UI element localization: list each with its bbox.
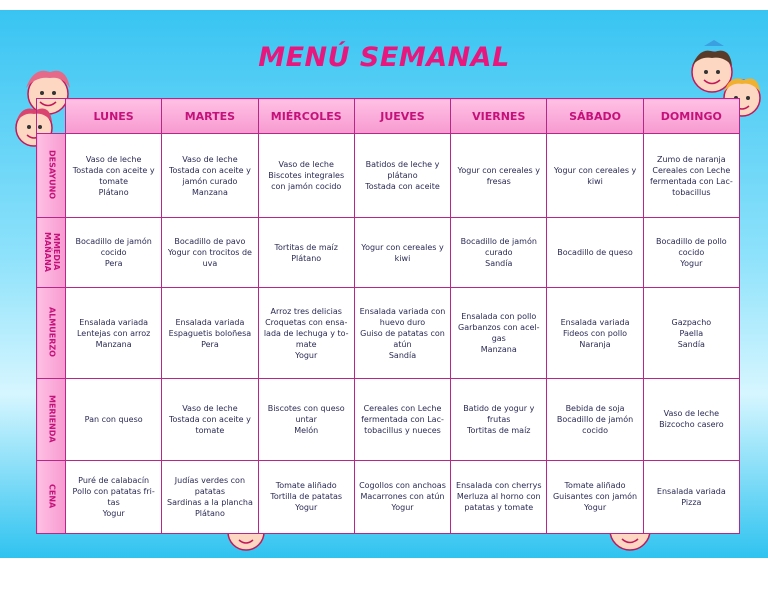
menu-cell: Tortitas de maíz Plátano (258, 218, 354, 288)
day-header-domingo: DOMINGO (643, 99, 739, 134)
menu-cell: Gazpacho Paella Sandía (643, 288, 739, 379)
menu-cell: Bocadillo de pollo cocido Yogur (643, 218, 739, 288)
menu-cell: Vaso de leche Bizcocho casero (643, 378, 739, 460)
menu-poster (0, 10, 768, 558)
menu-cell: Ensalada con cherrys Merluza al horno con patatas y tomate (451, 460, 547, 533)
menu-cell: Ensalada con pollo Garbanzos con acel- gas Manzana (451, 288, 547, 379)
day-header-jueves: JUEVES (354, 99, 450, 134)
day-header-viernes: VIERNES (451, 99, 547, 134)
table-row-almuerzo (37, 288, 740, 379)
menu-cell: Tomate aliñado Tortilla de patatas Yogur (258, 460, 354, 533)
meal-label-cena: CENA (37, 460, 66, 533)
menu-cell: Pan con queso (66, 378, 162, 460)
table-row-media-manana (37, 218, 740, 288)
menu-cell: Ensalada variada Espaguetis boloñesa Pera (162, 288, 258, 379)
menu-cell: Biscotes con queso untar Melón (258, 378, 354, 460)
table-row-cena (37, 460, 740, 533)
menu-cell: Ensalada variada con huevo duro Guiso de patatas con atún Sandía (354, 288, 450, 379)
meal-label-merienda: MERIENDA (37, 378, 66, 460)
table-corner (37, 99, 66, 134)
menu-cell: Zumo de naranja Cereales con Leche fermentada con Lac- tobacillus (643, 134, 739, 218)
day-header-sabado: SÁBADO (547, 99, 643, 134)
day-header-miercoles: MIÉRCOLES (258, 99, 354, 134)
menu-cell: Batido de yogur y frutas Tortitas de maíz (451, 378, 547, 460)
menu-cell: Puré de calabacín Pollo con patatas fri- tas Yogur (66, 460, 162, 533)
menu-cell: Bocadillo de jamón cocido Pera (66, 218, 162, 288)
meal-label-desayuno: DESAYUNO (37, 134, 66, 218)
menu-cell: Vaso de leche Tostada con aceite y tomate Plátano (66, 134, 162, 218)
menu-cell: Vaso de leche Tostada con aceite y tomate (162, 378, 258, 460)
menu-cell: Yogur con cereales y kiwi (547, 134, 643, 218)
menu-cell: Cogollos con anchoas Macarrones con atún Yogur (354, 460, 450, 533)
menu-cell: Cereales con Leche fermentada con Lac- tobacillus y nueces (354, 378, 450, 460)
menu-cell: Bebida de soja Bocadillo de jamón cocido (547, 378, 643, 460)
meal-label-almuerzo: ALMUERZO (37, 288, 66, 379)
menu-cell: Vaso de leche Biscotes integrales con jamón cocido (258, 134, 354, 218)
table-row-desayuno (37, 134, 740, 218)
menu-cell: Vaso de leche Tostada con aceite y jamón curado Manzana (162, 134, 258, 218)
day-header-martes: MARTES (162, 99, 258, 134)
menu-cell: Tomate aliñado Guisantes con jamón Yogur (547, 460, 643, 533)
menu-cell: Bocadillo de pavo Yogur con trocitos de uva (162, 218, 258, 288)
page-title: MENÚ SEMANAL (258, 42, 510, 73)
menu-cell: Judías verdes con patatas Sardinas a la plancha Plátano (162, 460, 258, 533)
menu-cell: Ensalada variada Fideos con pollo Naranja (547, 288, 643, 379)
menu-cell: Bocadillo de jamón curado Sandía (451, 218, 547, 288)
table-row-merienda (37, 378, 740, 460)
menu-cell: Bocadillo de queso (547, 218, 643, 288)
menu-cell: Arroz tres delicias Croquetas con ensa- lada de lechuga y to- mate Yogur (258, 288, 354, 379)
day-header-lunes: LUNES (66, 99, 162, 134)
weekly-menu-table (36, 98, 740, 534)
menu-cell: Yogur con cereales y kiwi (354, 218, 450, 288)
menu-cell: Ensalada variada Pizza (643, 460, 739, 533)
meal-label-media-manana: MMEDIA MAÑANA (37, 218, 66, 288)
menu-cell: Ensalada variada Lentejas con arroz Manzana (66, 288, 162, 379)
menu-cell: Batidos de leche y plátano Tostada con aceite (354, 134, 450, 218)
days-header-row (37, 99, 740, 134)
menu-cell: Yogur con cereales y fresas (451, 134, 547, 218)
